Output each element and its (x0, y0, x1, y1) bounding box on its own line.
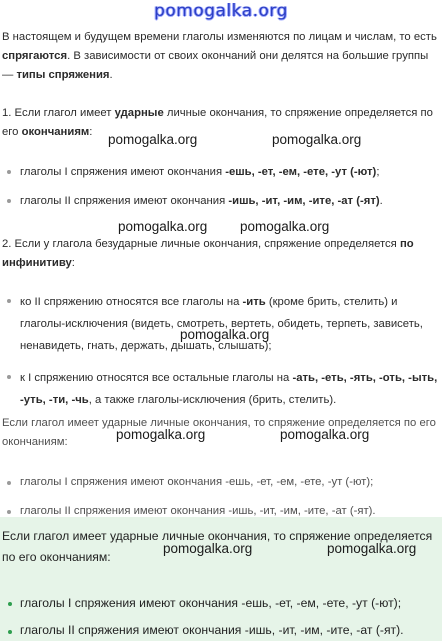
list-item-text: глаголы I спряжения имеют окончания (20, 166, 226, 178)
list-item-tail: , а также глаголы-исключения (брить, стелить). (88, 394, 337, 406)
rule-2-text-2: : (71, 257, 75, 269)
bullet-dot (8, 602, 12, 606)
watermark: pomogalka.org (116, 427, 206, 442)
list-item: глаголы II спряжения имеют окончания -ишь, -ит, -им, -ите, -ат (-ят). (20, 623, 404, 637)
intro-text-2: . В зависимости от своих окончаний они делятся на большие группы — (2, 50, 429, 81)
watermark: pomogalka.org (180, 327, 270, 342)
intro-text-3: . (109, 69, 113, 81)
watermark: pomogalka.org (163, 541, 253, 556)
list-item-tail: ; (376, 166, 380, 178)
watermark: pomogalka.org (108, 132, 198, 147)
bullet-dot (7, 199, 11, 203)
intro-paragraph (2, 28, 438, 85)
watermark: pomogalka.org (327, 541, 417, 556)
watermark: pomogalka.org (240, 219, 330, 234)
bullet-dot (7, 299, 11, 303)
list-item: глаголы II спряжения имеют окончания -ишь, -ит, -им, -ите, -ат (-ят). (20, 505, 376, 517)
list-item-endings: -ишь, -ит, -им, -ите, -ат (-ят) (228, 195, 380, 207)
rule-1-term-endings: окончаниям (21, 126, 90, 138)
rule-1-text-3: : (89, 126, 93, 138)
watermark: pomogalka.org (280, 427, 370, 442)
watermark: pomogalka.org (272, 132, 362, 147)
intro-term-types: типы спряжения (16, 69, 110, 81)
list-item-tail: (кроме брить, стелить) и глаголы-исключения (видеть, смотреть, вертеть, обидеть, терпеть, зависеть, ненавидеть, гнать, держать, дышать, слышать); (20, 296, 423, 352)
list-item-text: к I спряжению относятся все остальные глаголы на (20, 372, 293, 384)
list-item-text: глаголы II спряжения имеют окончания (20, 195, 229, 207)
list-item-text: ко II спряжению относятся все глаголы на (20, 296, 243, 308)
bullet-dot (8, 630, 12, 634)
rule-1-text-2: личные окончания, то спряжение определяется по его (2, 107, 433, 138)
bullet-dot (7, 510, 11, 514)
list-item-tail: . (379, 195, 383, 207)
list-item: глаголы I спряжения имеют окончания -ешь, -ет, -ем, -ете, -ут (-ют); (20, 596, 402, 610)
list-item-suffix: -ать, -еть, -ять, -оть, -ыть, -уть, -ти, -чь (20, 372, 438, 406)
highlight-paragraph: Если глагол имеет ударные личные окончания, то спряжение определяется по его окончаниям: (2, 529, 433, 564)
list-item (20, 291, 438, 357)
list-item (20, 191, 438, 211)
rule-1-term-stressed: ударные (114, 107, 164, 119)
intro-term-conjugate: спрягаются (2, 50, 68, 62)
intro-text-1: В настоящем и будущем времени глаголы изменяются по лицам и числам, то есть (2, 31, 437, 43)
list-item (20, 367, 438, 411)
bullet-dot (7, 375, 11, 379)
list-item-suffix: -ить (242, 296, 266, 308)
site-logo-text: pomogalka.org (154, 1, 288, 21)
bullet-dot (7, 481, 11, 485)
rule-2-paragraph (2, 235, 438, 273)
rule-2-text-1: 2. Если у глагола безударные личные окончания, спряжение определяется (2, 238, 400, 250)
list-item: глаголы I спряжения имеют окончания -ешь, -ет, -ем, -ете, -ут (-ют); (20, 476, 374, 488)
list-item (20, 162, 438, 182)
bullet-dot (7, 170, 11, 174)
rule-1-paragraph (2, 104, 438, 142)
rule-2-term-infinitive: по инфинитиву (2, 238, 414, 269)
list-item-endings: -ешь, -ет, -ем, -ете, -ут (-ют) (225, 166, 377, 178)
rule-1-text-1: 1. Если глагол имеет (2, 107, 115, 119)
watermark: pomogalka.org (118, 219, 208, 234)
repeat-paragraph: Если глагол имеет ударные личные окончания, то спряжение определяется по его окончаниям: (2, 417, 436, 448)
